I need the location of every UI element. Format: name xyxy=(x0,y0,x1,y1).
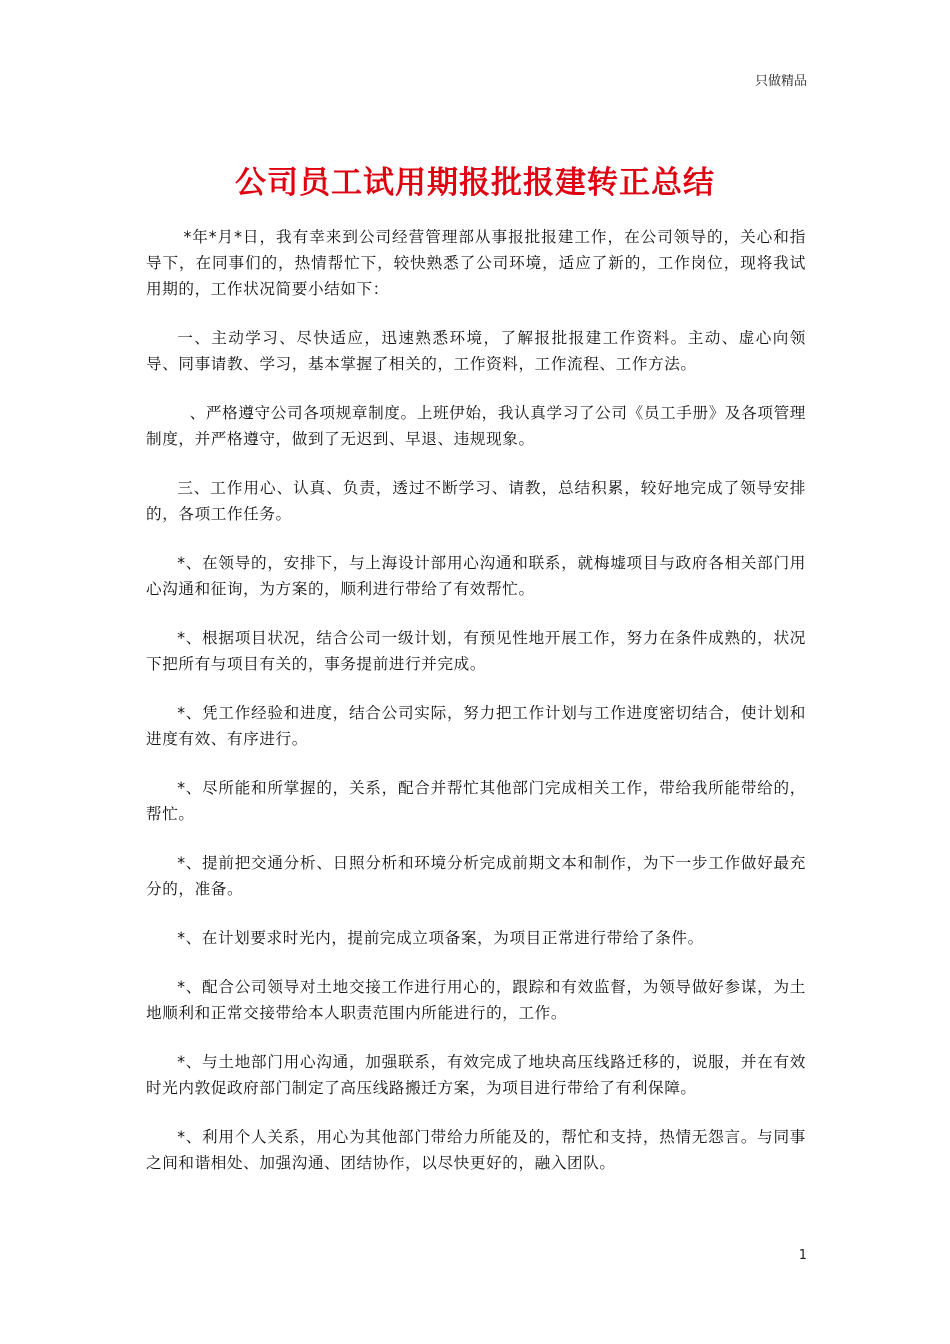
paragraph-item: *、与土地部门用心沟通，加强联系，有效完成了地块高压线路迁移的，说服，并在有效时光内敦促政府部门制定了高压线路搬迁方案，为项目进行带给了有利保障。 xyxy=(146,1053,806,1097)
paragraph-item: *、利用个人关系，用心为其他部门带给力所能及的，帮忙和支持，热情无怨言。与同事之间和谐相处、加强沟通、团结协作，以尽快更好的，融入团队。 xyxy=(146,1128,806,1172)
paragraph-item: *、尽所能和所掌握的，关系，配合并帮忙其他部门完成相关工作，带给我所能带给的，帮忙。 xyxy=(146,779,806,823)
document-body xyxy=(146,224,806,1199)
paragraph-section-1: 一、主动学习、尽快适应，迅速熟悉环境，了解报批报建工作资料。主动、虚心向领导、同事请教、学习，基本掌握了相关的，工作资料，工作流程、工作方法。 xyxy=(146,329,806,373)
document-title: 公司员工试用期报批报建转正总结 xyxy=(235,165,715,201)
paragraph-item: *、配合公司领导对土地交接工作进行用心的，跟踪和有效监督，为领导做好参谋，为土地顺利和正常交接带给本人职责范围内所能进行的，工作。 xyxy=(146,978,806,1022)
paragraph-intro: *年*月*日，我有幸来到公司经营管理部从事报批报建工作，在公司领导的，关心和指导下，在同事们的，热情帮忙下，较快熟悉了公司环境，适应了新的，工作岗位，现将我试用期的，工作状况简要小结如下： xyxy=(146,228,806,298)
paragraph-section-2: 、严格遵守公司各项规章制度。上班伊始，我认真学习了公司《员工手册》及各项管理制度，并严格遵守，做到了无迟到、早退、违规现象。 xyxy=(146,404,806,448)
paragraph-item: *、提前把交通分析、日照分析和环境分析完成前期文本和制作，为下一步工作做好最充分的，准备。 xyxy=(146,854,806,898)
paragraph-item: *、在计划要求时光内，提前完成立项备案，为项目正常进行带给了条件。 xyxy=(177,929,704,947)
paragraph-item: *、根据项目状况，结合公司一级计划，有预见性地开展工作，努力在条件成熟的，状况下把所有与项目有关的，事务提前进行并完成。 xyxy=(146,629,806,673)
paragraph-section-3: 三、工作用心、认真、负责，透过不断学习、请教，总结积累，较好地完成了领导安排的，各项工作任务。 xyxy=(146,479,806,523)
paragraph-item: *、在领导的，安排下，与上海设计部用心沟通和联系，就梅墟项目与政府各相关部门用心沟通和征询，为方案的，顺利进行带给了有效帮忙。 xyxy=(146,554,806,598)
header-note: 只做精品 xyxy=(754,74,807,89)
paragraph-item: *、凭工作经验和进度，结合公司实际，努力把工作计划与工作进度密切结合，使计划和进度有效、有序进行。 xyxy=(146,704,806,748)
page-number: 1 xyxy=(798,1248,807,1263)
